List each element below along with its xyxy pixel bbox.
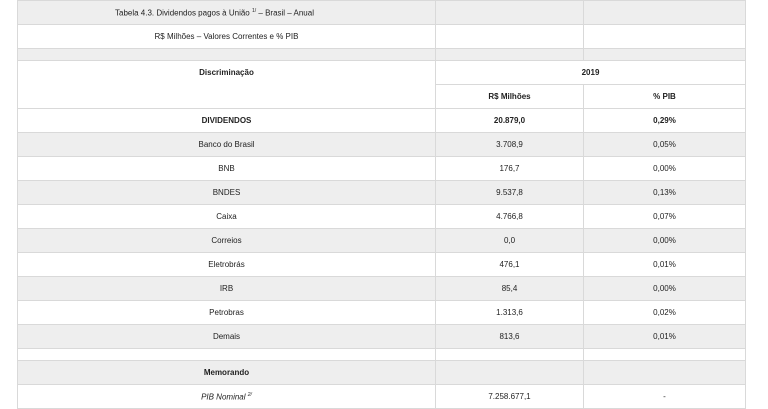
table-title: Tabela 4.3. Dividendos pagos à União $^{1/}$ – Brasil – Anual <box>18 1 436 25</box>
col-header-rs-milhoes: R$ Milhões <box>436 85 584 109</box>
pib-pct: - <box>584 385 746 409</box>
row-value: 476,1 <box>436 253 584 277</box>
row-label: IRB <box>18 277 436 301</box>
row-value: 20.879,0 <box>436 109 584 133</box>
dividends-table <box>17 0 746 409</box>
row-label: Petrobras <box>18 301 436 325</box>
col-header-year: 2019 <box>436 61 746 85</box>
row-pct: 0,05% <box>584 133 746 157</box>
row-label: Caixa <box>18 205 436 229</box>
row-pct: 0,01% <box>584 253 746 277</box>
table-subtitle: R$ Milhões – Valores Correntes e % PIB <box>18 25 436 49</box>
row-pct: 0,13% <box>584 181 746 205</box>
row-value: 3.708,9 <box>436 133 584 157</box>
memo-label: Memorando <box>18 361 436 385</box>
row-pct: 0,00% <box>584 229 746 253</box>
row-pct: 0,29% <box>584 109 746 133</box>
row-pct: 0,00% <box>584 277 746 301</box>
row-value: 85,4 <box>436 277 584 301</box>
row-label: Banco do Brasil <box>18 133 436 157</box>
row-value: 4.766,8 <box>436 205 584 229</box>
spacer-row <box>18 49 746 61</box>
row-pct: 0,07% <box>584 205 746 229</box>
table-row <box>18 229 746 253</box>
row-value: 0,0 <box>436 229 584 253</box>
pib-row <box>18 385 746 409</box>
row-value: 1.313,6 <box>436 301 584 325</box>
header-row <box>18 61 746 85</box>
table-row <box>18 157 746 181</box>
row-pct: 0,02% <box>584 301 746 325</box>
table-row <box>18 325 746 349</box>
row-label: BNDES <box>18 181 436 205</box>
table-row <box>18 205 746 229</box>
table-row <box>18 277 746 301</box>
memo-header-row <box>18 361 746 385</box>
subtitle-row <box>18 25 746 49</box>
col-header-pct-pib: % PIB <box>584 85 746 109</box>
table-row <box>18 133 746 157</box>
row-value: 813,6 <box>436 325 584 349</box>
row-label: Correios <box>18 229 436 253</box>
row-pct: 0,00% <box>584 157 746 181</box>
spacer-row <box>18 349 746 361</box>
col-header-discriminacao: Discriminação <box>18 61 436 109</box>
row-label: BNB <box>18 157 436 181</box>
table-row <box>18 301 746 325</box>
row-pct: 0,01% <box>584 325 746 349</box>
row-value: 9.537,8 <box>436 181 584 205</box>
total-row <box>18 109 746 133</box>
table-row <box>18 181 746 205</box>
row-label: Demais <box>18 325 436 349</box>
row-label: DIVIDENDOS <box>18 109 436 133</box>
title-row <box>18 1 746 25</box>
pib-value: 7.258.677,1 <box>436 385 584 409</box>
table-row <box>18 253 746 277</box>
pib-label: PIB Nominal $^{2/}$ <box>18 385 436 409</box>
row-value: 176,7 <box>436 157 584 181</box>
row-label: Eletrobrás <box>18 253 436 277</box>
